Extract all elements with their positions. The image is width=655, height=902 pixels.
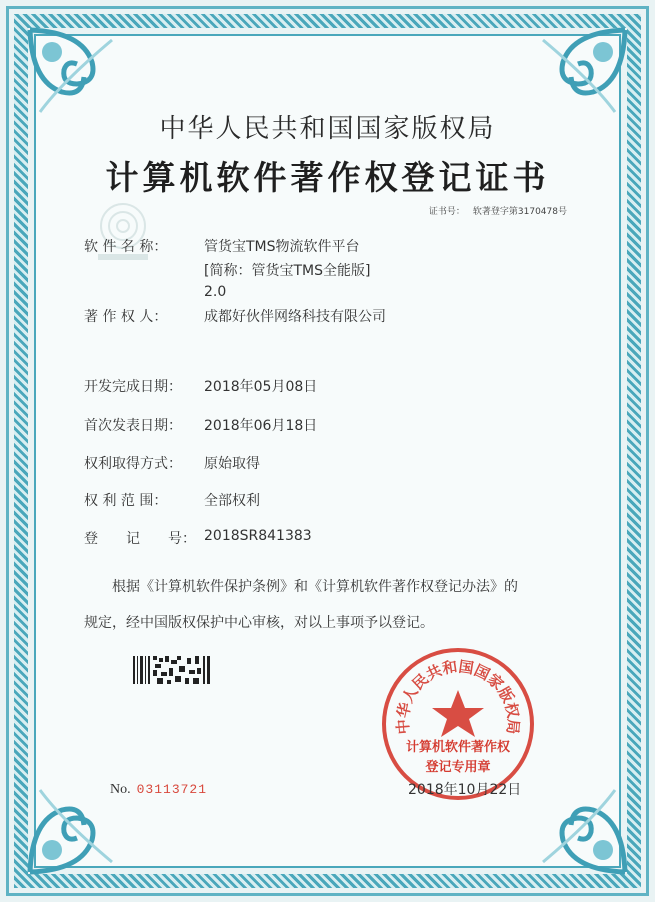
pub-date-label: 首次发表日期：	[84, 418, 182, 434]
software-name-label: 软 件 名 称：	[84, 239, 168, 255]
seal-arc-text: 中华人民共和国国家版权局	[393, 657, 523, 735]
statement-line-2: 规定，经中国版权保护中心审核，对以上事项予以登记。	[84, 615, 434, 631]
serial-number	[110, 782, 207, 798]
dev-date: 2018年05月08日	[204, 379, 318, 395]
owner: 成都好伙伴网络科技有限公司	[204, 309, 386, 325]
software-alias: [简称：管货宝TMS全能版]	[204, 263, 371, 279]
scope-label: 权 利 范 围：	[84, 493, 168, 509]
reg-no-label: 登 记 号：	[84, 531, 196, 547]
serial-label: No.	[110, 782, 131, 797]
owner-label: 著 作 权 人：	[84, 309, 168, 325]
statement-line-1: 根据《计算机软件保护条例》和《计算机软件著作权登记办法》的	[112, 579, 518, 595]
pub-date: 2018年06月18日	[204, 418, 318, 434]
method-label: 权利取得方式：	[84, 456, 182, 472]
method: 原始取得	[204, 456, 260, 472]
seal-line-1: 计算机软件著作权	[405, 740, 510, 755]
software-name: 管货宝TMS物流软件平台	[204, 239, 360, 255]
issuing-authority: 中华人民共和国国家版权局	[159, 114, 496, 144]
certificate-number-value: 软著登字第3170478号	[472, 207, 567, 217]
serial-value: 03113721	[136, 782, 208, 797]
certificate-number	[429, 204, 567, 217]
software-version: 2.0	[204, 284, 227, 300]
legal-statement	[84, 569, 594, 641]
certificate-number-label: 证书号：	[428, 207, 465, 217]
seal-line-2: 登记专用章	[425, 760, 491, 775]
issue-date: 2018年10月22日	[408, 782, 522, 798]
dev-date-label: 开发完成日期：	[84, 379, 182, 395]
barcode-icon	[133, 656, 211, 684]
corner-ornament-icon	[523, 770, 633, 880]
scope: 全部权利	[204, 493, 260, 509]
reg-no: 2018SR841383	[204, 528, 312, 544]
certificate-title: 计算机软件著作权登记证书	[105, 158, 550, 197]
